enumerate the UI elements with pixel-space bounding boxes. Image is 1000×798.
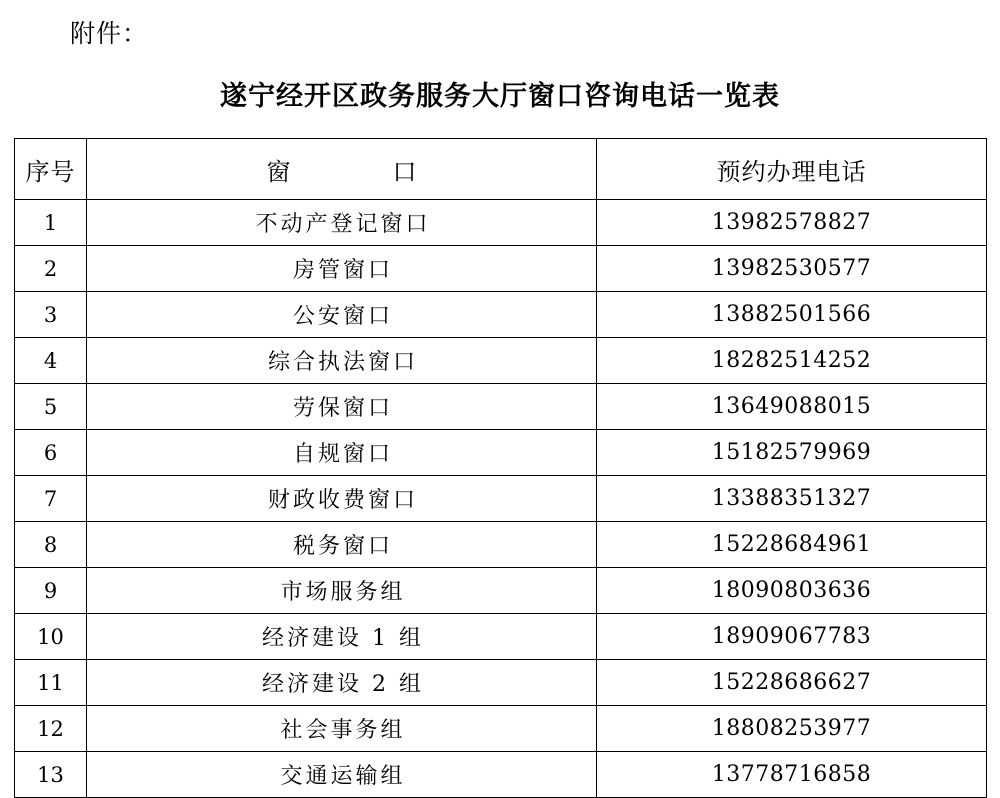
cell-index: 2 xyxy=(15,246,87,292)
table-row xyxy=(15,706,987,752)
table-row xyxy=(15,430,987,476)
table-body xyxy=(15,200,987,798)
cell-window: 社会事务组 xyxy=(87,706,597,752)
cell-phone: 15228686627 xyxy=(597,660,987,706)
cell-index: 1 xyxy=(15,200,87,246)
cell-window: 交通运输组 xyxy=(87,752,597,798)
column-header-index: 序号 xyxy=(15,139,87,200)
table-row xyxy=(15,568,987,614)
cell-phone: 13778716858 xyxy=(597,752,987,798)
cell-index: 6 xyxy=(15,430,87,476)
cell-index: 12 xyxy=(15,706,87,752)
attachment-label: 附件： xyxy=(70,19,149,48)
cell-window: 不动产登记窗口 xyxy=(87,200,597,246)
cell-index: 10 xyxy=(15,614,87,660)
cell-phone: 18282514252 xyxy=(597,338,987,384)
phone-table-container xyxy=(14,138,986,798)
phone-directory-table xyxy=(14,138,987,798)
cell-window: 自规窗口 xyxy=(87,430,597,476)
table-row xyxy=(15,338,987,384)
cell-phone: 13982578827 xyxy=(597,200,987,246)
cell-index: 7 xyxy=(15,476,87,522)
column-header-window: 窗 口 xyxy=(87,139,597,200)
table-row xyxy=(15,246,987,292)
table-row xyxy=(15,614,987,660)
table-row xyxy=(15,384,987,430)
cell-window: 房管窗口 xyxy=(87,246,597,292)
cell-window: 公安窗口 xyxy=(87,292,597,338)
page-title: 遂宁经开区政务服务大厅窗口咨询电话一览表 xyxy=(220,81,780,112)
cell-window: 市场服务组 xyxy=(87,568,597,614)
cell-phone: 13649088015 xyxy=(597,384,987,430)
table-header-row xyxy=(15,139,987,200)
table-row xyxy=(15,660,987,706)
cell-phone: 18909067783 xyxy=(597,614,987,660)
cell-index: 4 xyxy=(15,338,87,384)
cell-phone: 13388351327 xyxy=(597,476,987,522)
table-row xyxy=(15,522,987,568)
cell-window: 综合执法窗口 xyxy=(87,338,597,384)
table-row xyxy=(15,752,987,798)
cell-window: 劳保窗口 xyxy=(87,384,597,430)
cell-phone: 18808253977 xyxy=(597,706,987,752)
column-header-phone: 预约办理电话 xyxy=(597,139,987,200)
cell-index: 11 xyxy=(15,660,87,706)
cell-index: 9 xyxy=(15,568,87,614)
cell-phone: 13982530577 xyxy=(597,246,987,292)
cell-index: 3 xyxy=(15,292,87,338)
cell-index: 8 xyxy=(15,522,87,568)
cell-phone: 18090803636 xyxy=(597,568,987,614)
cell-index: 13 xyxy=(15,752,87,798)
table-header xyxy=(15,139,987,200)
cell-phone: 15228684961 xyxy=(597,522,987,568)
cell-window: 财政收费窗口 xyxy=(87,476,597,522)
table-row xyxy=(15,200,987,246)
cell-phone: 15182579969 xyxy=(597,430,987,476)
cell-window: 经济建设 1 组 xyxy=(87,614,597,660)
table-row xyxy=(15,476,987,522)
table-row xyxy=(15,292,987,338)
cell-window: 税务窗口 xyxy=(87,522,597,568)
cell-window: 经济建设 2 组 xyxy=(87,660,597,706)
cell-index: 5 xyxy=(15,384,87,430)
cell-phone: 13882501566 xyxy=(597,292,987,338)
